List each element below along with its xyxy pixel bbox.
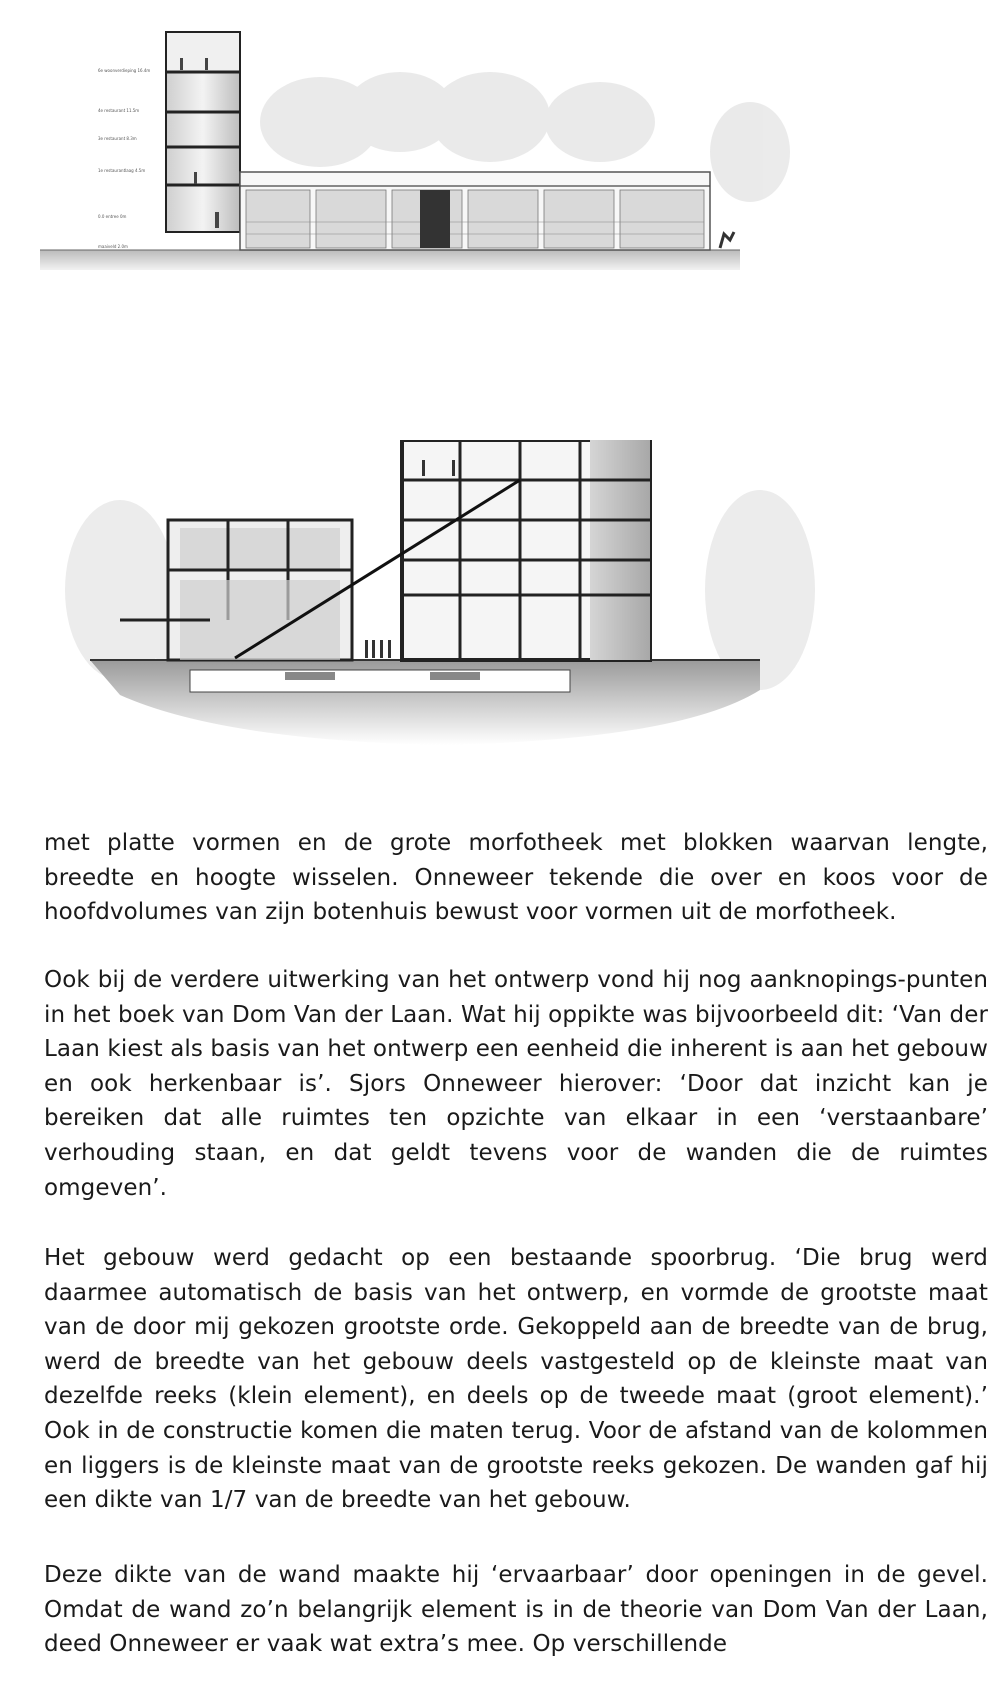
paragraph-4 bbox=[44, 1558, 988, 1662]
elevation-drawing bbox=[40, 22, 800, 322]
body-text: met platte vormen en de grote morfotheek met blokken waarvan lengte, breedte en hoogte wisselen. Onneweer tekende die over en koos voor de hoofdvolumes van zijn botenhuis bewust voor vormen uit de morfotheek. bbox=[44, 830, 988, 926]
level-label: 1e restaurantlaag 4.5m bbox=[98, 168, 146, 173]
body-text: Ook bij de verdere uitwerking van het ontwerp vond hij nog aanknopings-punten in het boek van Dom Van der Laan. Wat hij oppikte was bijvoorbeeld dit: ‘Van der Laan kiest als basis van het ontwerp een eenheid die inherent is aan het gebouw en ook herkenbaar is’. Sjors Onneweer hierover: ‘Door dat inzicht kan je bereiken dat alle ruimtes ten opzichte van elkaar in een ‘verstaanbare’ verhouding staan, en dat geldt tevens voor de wanden die de ruimtes omgeven’. bbox=[44, 967, 988, 1201]
paragraph-3 bbox=[44, 1241, 988, 1518]
paragraph-1 bbox=[44, 826, 988, 930]
level-label: maaiveld 2.0m bbox=[98, 244, 128, 249]
body-text: Deze dikte van de wand maakte hij ‘ervaarbaar’ door openingen in de gevel. Omdat de wand zo’n belangrijk element is in de theorie van Dom Van der Laan, deed Onneweer er vaak wat extra’s mee. Op verschillende bbox=[44, 1562, 988, 1658]
level-label: 3e restaurant 8.3m bbox=[98, 136, 137, 141]
paragraph-2 bbox=[44, 963, 988, 1205]
section-drawing bbox=[60, 440, 820, 810]
level-label: 6e woonverdieping 16.4m bbox=[98, 68, 151, 73]
body-text: Het gebouw werd gedacht op een bestaande spoorbrug. ‘Die brug werd daarmee automatisch de basis van het ontwerp, en vormde de grootste maat van de door mij gekozen grootste orde. Gekoppeld aan de breedte van de brug, werd de breedte van het gebouw deels vastgesteld op de kleinste maat van dezelfde reeks (klein element), en deels op de tweede maat (groot element).’ Ook in de constructie komen die maten terug. Voor de afstand van de kolommen en liggers is de kleinste maat van de grootste reeks gekozen. De wanden gaf hij een dikte van 1/7 van de breedte van het gebouw. bbox=[44, 1245, 988, 1514]
level-label: 0.0 entree 0m bbox=[98, 214, 127, 219]
level-label: 4e restaurant 11.5m bbox=[98, 108, 140, 113]
